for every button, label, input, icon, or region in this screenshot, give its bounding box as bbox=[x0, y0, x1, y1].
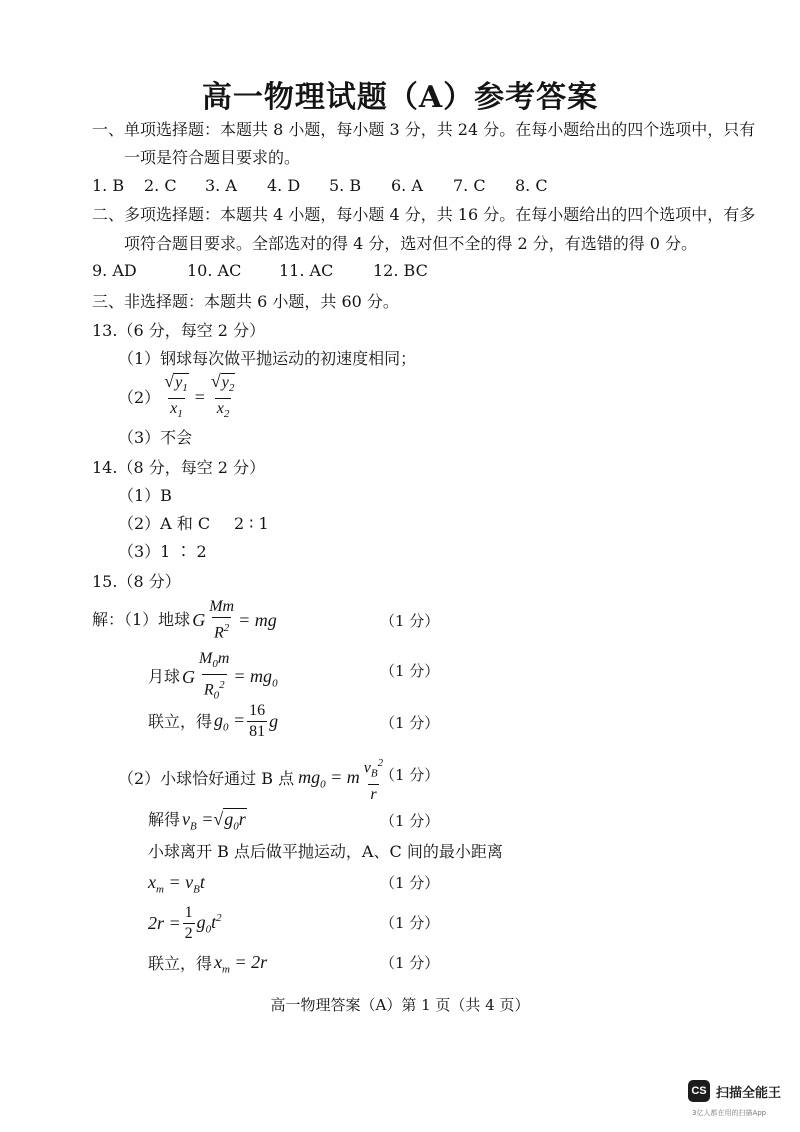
q15-solve-equation: 解得 $v_B$ = $√g_0r$ bbox=[148, 808, 246, 833]
q15-combine-equation-1: 联立，得 $g_0$ = $\frac{16}{81}$ g bbox=[148, 702, 279, 740]
q15-score-6: （1 分） bbox=[380, 874, 440, 892]
answer-9: 9. AD bbox=[92, 261, 137, 280]
q15-score-8: （1 分） bbox=[380, 954, 440, 972]
answer-3: 3. A bbox=[205, 176, 237, 195]
watermark-tagline: 3亿人都在用的扫描App bbox=[692, 1109, 767, 1117]
page-footer: 高一物理答案（A）第 1 页（共 4 页） bbox=[270, 996, 530, 1014]
q15-part2-equation: （2）小球恰好通过 B 点 $mg_0 = m$ $\frac{v_B^2}{r}$ bbox=[118, 757, 384, 803]
q15-earth-label: 解：（1）地球 bbox=[92, 610, 191, 630]
q15-header: 15.（8 分） bbox=[92, 572, 181, 591]
answer-2: 2. C bbox=[144, 176, 177, 195]
q15-score-3: （1 分） bbox=[380, 714, 440, 732]
q15-score-4: （1 分） bbox=[380, 766, 440, 784]
q14-part2-ratio: 2 ∶ 1 bbox=[234, 514, 269, 533]
answer-8: 8. C bbox=[515, 176, 548, 195]
q15-score-7: （1 分） bbox=[380, 914, 440, 932]
q14-part1: （1）B bbox=[118, 486, 172, 505]
answer-10: 10. AC bbox=[187, 261, 242, 280]
watermark-app-name: 扫描全能王 bbox=[716, 1085, 782, 1101]
q15-score-1: （1 分） bbox=[380, 612, 440, 630]
q13-formula-left: $\frac{√y_1}{x_1}$ bbox=[162, 372, 191, 423]
q15-earth-equation: 解：（1）地球 G $\frac{Mm}{R^2}$ = mg bbox=[92, 598, 277, 642]
section2-instruction-line1: 二、多项选择题：本题共 4 小题，每小题 4 分，共 16 分。在每小题给出的四个选项中，有多 bbox=[92, 205, 756, 224]
q13-part3: （3）不会 bbox=[118, 428, 193, 447]
q15-combine-label-2: 联立，得 bbox=[148, 954, 213, 973]
q15-part2-label: （2）小球恰好通过 B 点 bbox=[118, 768, 295, 788]
q15-xm-equation: $x_m = v_Bt$ bbox=[148, 872, 205, 896]
q15-combine-label-1: 联立，得 bbox=[148, 711, 213, 731]
q14-part3: （3）1 ∶ 2 bbox=[118, 542, 207, 561]
answer-12: 12. BC bbox=[373, 261, 428, 280]
q14-part2: （2）A 和 C bbox=[118, 514, 211, 533]
section1-instruction-line2: 一项是符合题目要求的。 bbox=[124, 148, 301, 167]
camscanner-logo-icon: CS bbox=[688, 1080, 710, 1102]
section2-answers bbox=[92, 261, 428, 280]
section3-instruction: 三、非选择题：本题共 6 小题，共 60 分。 bbox=[92, 292, 399, 311]
section1-answers bbox=[92, 176, 548, 195]
q15-text-line: 小球离开 B 点后做平抛运动，A、C 间的最小距离 bbox=[148, 842, 503, 861]
q15-moon-label: 月球 bbox=[148, 667, 181, 687]
answer-6: 6. A bbox=[391, 176, 423, 195]
answer-5: 5. B bbox=[329, 176, 362, 195]
q13-part2-label: （2） bbox=[118, 387, 161, 407]
q15-2r-equation: 2r = $\frac{1}{2}$ $g_0t^2$ bbox=[148, 904, 222, 942]
q14-header: 14.（8 分，每空 2 分） bbox=[92, 458, 266, 477]
q13-part2: （2） $\frac{√y_1}{x_1}$ = $\frac{√y_2}{x_2}$ bbox=[118, 372, 239, 423]
section2-instruction-line2: 项符合题目要求。全部选对的得 4 分，选对但不全的得 2 分，有选错的得 0 分。 bbox=[124, 234, 698, 253]
section1-instruction-line1: 一、单项选择题：本题共 8 小题，每小题 3 分，共 24 分。在每小题给出的四个选项中，只有 bbox=[92, 120, 756, 139]
answer-4: 4. D bbox=[267, 176, 301, 195]
q15-solve-label: 解得 bbox=[148, 810, 181, 830]
q15-moon-equation: 月球 G $\frac{M_0m}{R_0^2}$ = $mg_0$ bbox=[148, 650, 278, 705]
q13-header: 13.（6 分，每空 2 分） bbox=[92, 321, 266, 340]
q13-part1: （1）钢球每次做平抛运动的初速度相同； bbox=[118, 349, 417, 368]
answer-7: 7. C bbox=[453, 176, 486, 195]
q15-score-5: （1 分） bbox=[380, 812, 440, 830]
q15-combine-equation-2: 联立，得 $x_m = 2r$ bbox=[148, 952, 268, 976]
page-title: 高一物理试题（A）参考答案 bbox=[201, 80, 599, 115]
q13-formula-right: $\frac{√y_2}{x_2}$ bbox=[209, 372, 238, 423]
answer-1: 1. B bbox=[92, 176, 125, 195]
scanner-watermark bbox=[688, 1080, 781, 1102]
answer-11: 11. AC bbox=[279, 261, 334, 280]
q15-score-2: （1 分） bbox=[380, 662, 440, 680]
